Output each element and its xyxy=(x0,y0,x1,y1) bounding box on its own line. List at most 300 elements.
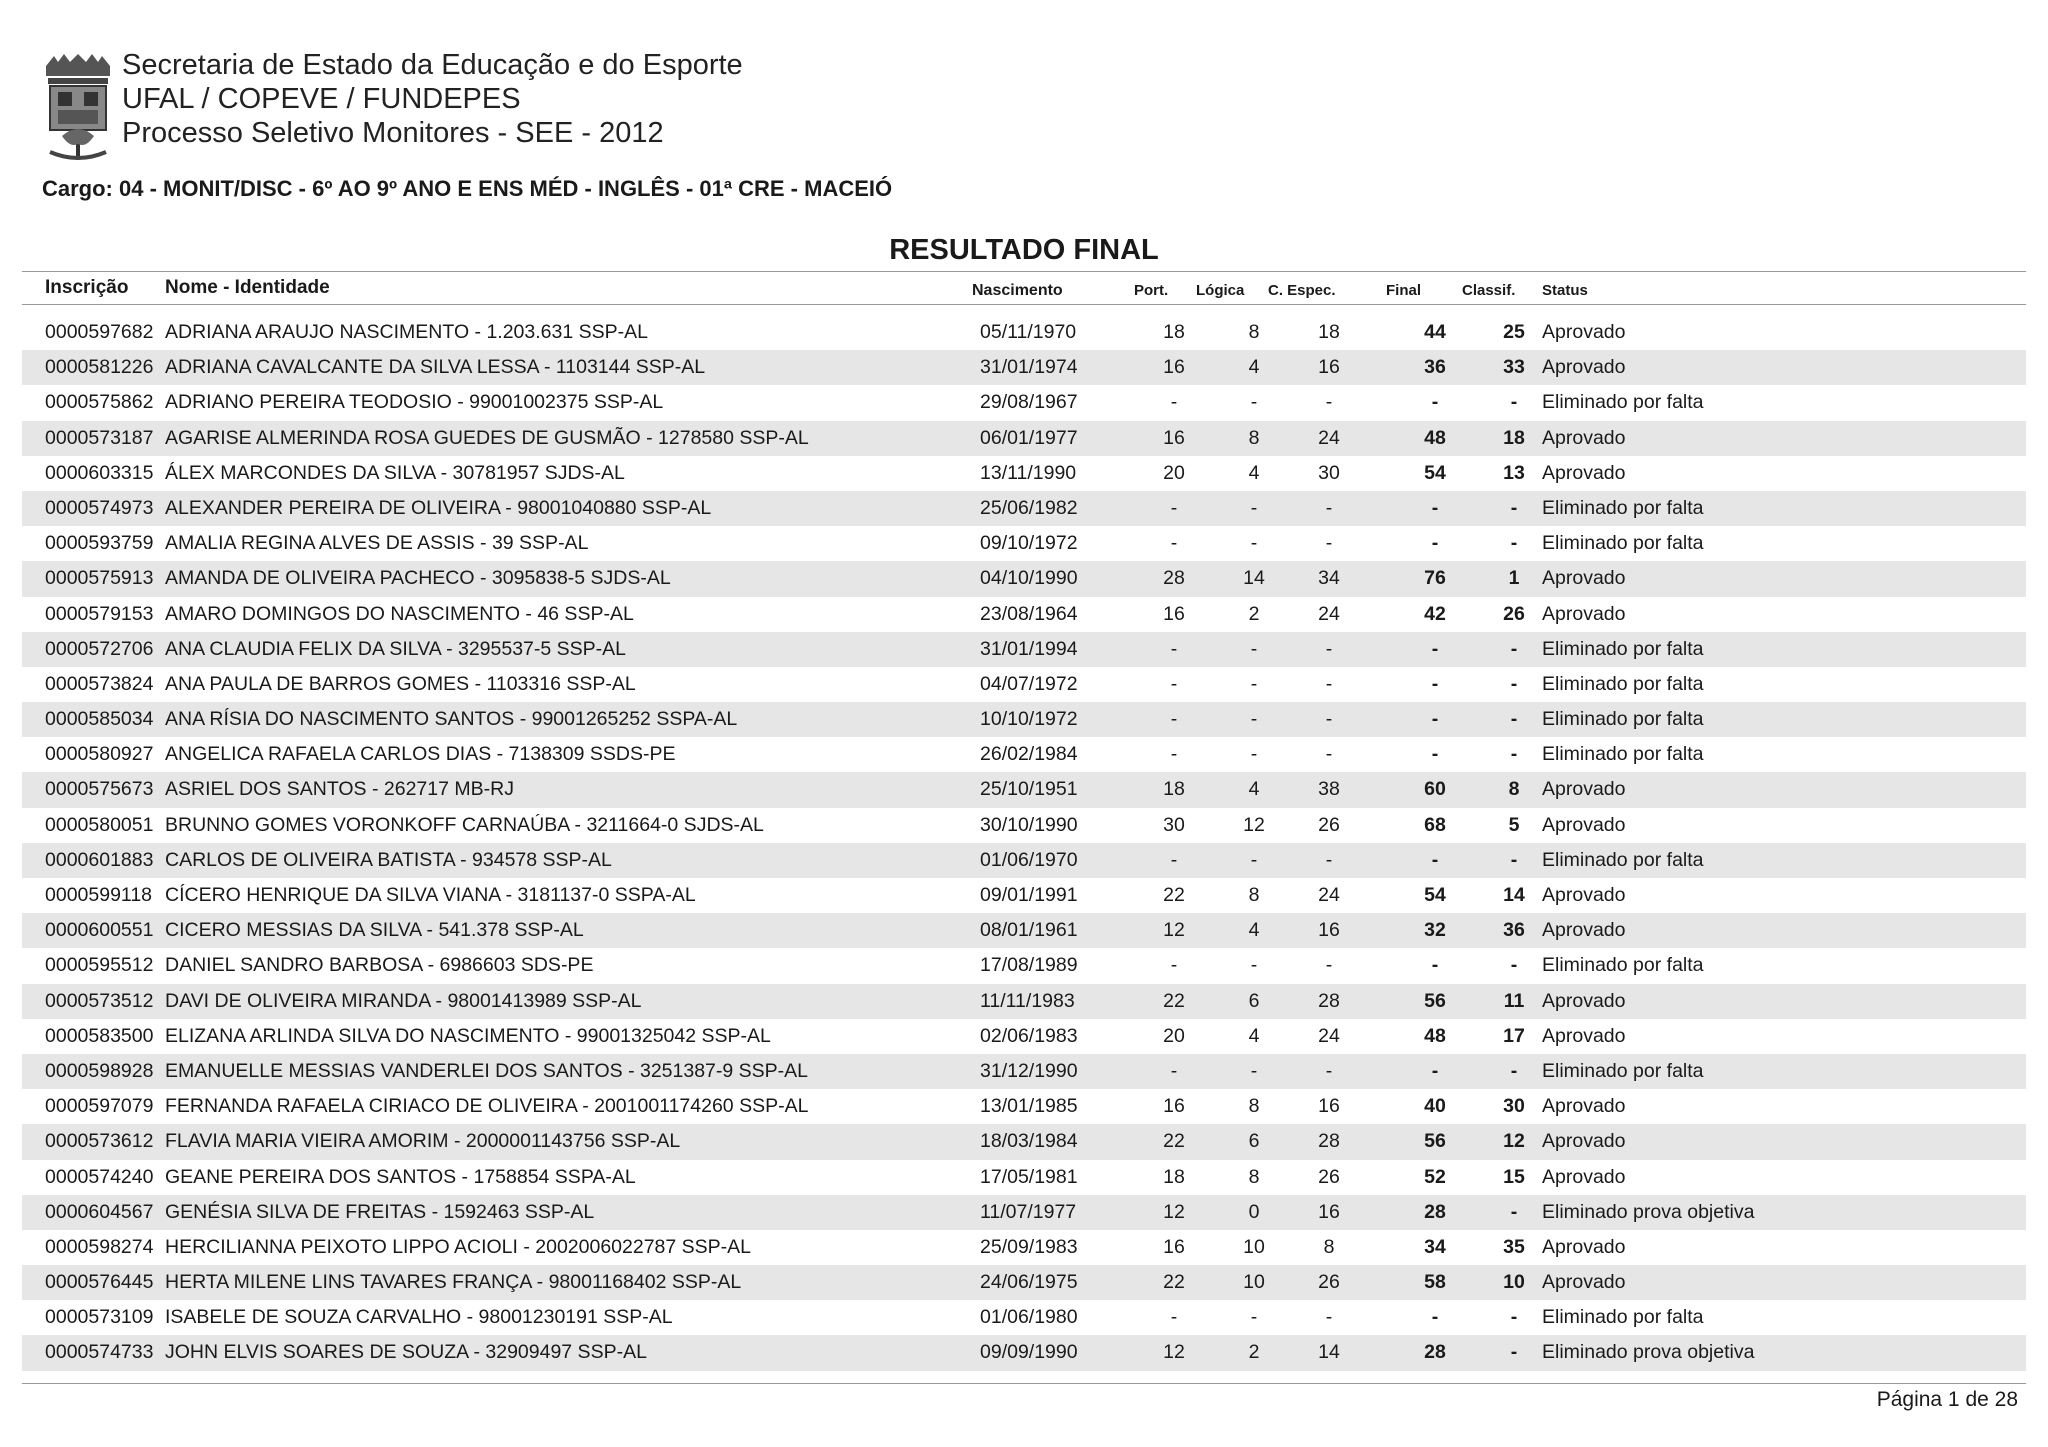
cell-espec: - xyxy=(1325,743,1333,766)
cell-inscricao: 0000593759 xyxy=(45,532,154,555)
cell-espec: 28 xyxy=(1318,989,1340,1012)
table-row xyxy=(22,597,2026,632)
cell-status: Eliminado por falta xyxy=(1542,532,1704,555)
cell-final: - xyxy=(1431,1306,1439,1329)
cell-nome: AMALIA REGINA ALVES DE ASSIS - 39 SSP-AL xyxy=(165,532,589,555)
cell-final: - xyxy=(1431,743,1439,766)
cell-classif: 18 xyxy=(1503,426,1525,449)
cell-final: 54 xyxy=(1424,461,1446,484)
table-row xyxy=(22,526,2026,561)
cell-espec: - xyxy=(1325,848,1333,871)
cell-status: Aprovado xyxy=(1542,1235,1626,1258)
cell-logica: 0 xyxy=(1248,1200,1260,1223)
cell-nascimento: 08/01/1961 xyxy=(980,919,1078,942)
cell-final: 44 xyxy=(1424,321,1446,343)
cell-nome: EMANUELLE MESSIAS VANDERLEI DOS SANTOS - 3251387-9 SSP-AL xyxy=(165,1059,809,1082)
cell-final: - xyxy=(1431,708,1439,731)
cell-status: Aprovado xyxy=(1542,321,1626,343)
cell-final: 36 xyxy=(1424,356,1446,379)
cell-logica: - xyxy=(1250,1059,1258,1082)
cell-final: 54 xyxy=(1424,884,1446,906)
cell-logica: 2 xyxy=(1248,1341,1260,1364)
cell-final: 40 xyxy=(1424,1095,1446,1118)
cell-inscricao: 0000583500 xyxy=(45,1024,154,1047)
cell-port: - xyxy=(1170,391,1178,414)
cell-final: 32 xyxy=(1424,919,1446,942)
table-row xyxy=(22,632,2026,667)
cell-port: 16 xyxy=(1163,1235,1185,1258)
cell-classif: 17 xyxy=(1503,1024,1525,1047)
cell-port: - xyxy=(1170,672,1178,695)
cell-nome: CICERO MESSIAS DA SILVA - 541.378 SSP-AL xyxy=(165,919,584,942)
cell-nascimento: 25/09/1983 xyxy=(980,1235,1078,1258)
table-row xyxy=(22,772,2026,807)
cell-status: Aprovado xyxy=(1542,1024,1626,1047)
table-row xyxy=(22,667,2026,702)
cell-inscricao: 0000603315 xyxy=(45,461,154,484)
bottom-rule xyxy=(22,1383,2026,1384)
cell-classif: - xyxy=(1510,743,1518,766)
cell-inscricao: 0000581226 xyxy=(45,356,154,379)
page-title: RESULTADO FINAL xyxy=(889,234,1159,266)
cell-port: 12 xyxy=(1163,1341,1185,1364)
cell-port: 16 xyxy=(1163,1095,1185,1118)
cell-inscricao: 0000579153 xyxy=(45,602,154,625)
cell-classif: - xyxy=(1510,1200,1518,1223)
cell-classif: - xyxy=(1510,672,1518,695)
table-row xyxy=(22,1300,2026,1335)
cell-nascimento: 26/02/1984 xyxy=(980,743,1078,766)
cell-nome: ELIZANA ARLINDA SILVA DO NASCIMENTO - 99001325042 SSP-AL xyxy=(165,1024,771,1047)
cell-logica: - xyxy=(1250,391,1258,414)
cell-classif: 30 xyxy=(1503,1095,1525,1118)
col-classif: Classif. xyxy=(1462,282,1516,299)
cell-espec: 14 xyxy=(1318,1341,1340,1364)
cell-nome: AMANDA DE OLIVEIRA PACHECO - 3095838-5 SJDS-AL xyxy=(165,567,671,590)
cell-nome: HERTA MILENE LINS TAVARES FRANÇA - 98001168402 SSP-AL xyxy=(165,1271,742,1294)
cell-port: - xyxy=(1170,743,1178,766)
cell-nascimento: 23/08/1964 xyxy=(980,602,1078,625)
cell-inscricao: 0000599118 xyxy=(45,884,153,906)
cell-status: Eliminado por falta xyxy=(1542,743,1704,766)
cell-espec: 26 xyxy=(1318,1165,1340,1188)
cell-classif: - xyxy=(1510,954,1518,977)
cell-espec: - xyxy=(1325,954,1333,977)
cell-status: Eliminado por falta xyxy=(1542,637,1704,660)
cell-nome: ALEXANDER PEREIRA DE OLIVEIRA - 98001040880 SSP-AL xyxy=(165,496,712,519)
cell-status: Eliminado prova objetiva xyxy=(1542,1200,1755,1223)
cell-nome: ÁLEX MARCONDES DA SILVA - 30781957 SJDS-AL xyxy=(165,461,625,484)
cell-classif: 1 xyxy=(1508,567,1520,590)
table-row xyxy=(22,737,2026,772)
cell-nome: GENÉSIA SILVA DE FREITAS - 1592463 SSP-AL xyxy=(165,1200,595,1223)
cell-nascimento: 13/11/1990 xyxy=(980,461,1077,484)
cell-final: 76 xyxy=(1424,567,1446,590)
cell-port: - xyxy=(1170,496,1178,519)
cell-espec: 24 xyxy=(1318,884,1340,906)
cell-final: - xyxy=(1431,1059,1439,1082)
cell-logica: 8 xyxy=(1248,321,1260,343)
cell-inscricao: 0000595512 xyxy=(45,954,154,977)
cell-inscricao: 0000574733 xyxy=(45,1341,154,1364)
cell-nascimento: 25/06/1982 xyxy=(980,496,1078,519)
cell-nascimento: 09/10/1972 xyxy=(980,532,1078,555)
cell-final: - xyxy=(1431,532,1439,555)
cell-classif: 36 xyxy=(1503,919,1525,942)
cell-nascimento: 05/11/1970 xyxy=(980,321,1077,343)
cell-logica: - xyxy=(1250,496,1258,519)
cell-status: Aprovado xyxy=(1542,778,1626,801)
cell-logica: 4 xyxy=(1248,461,1260,484)
cell-logica: - xyxy=(1250,708,1258,731)
cell-final: 56 xyxy=(1424,1130,1446,1153)
cell-classif: 33 xyxy=(1503,356,1525,379)
cell-inscricao: 0000575673 xyxy=(45,778,154,801)
cell-inscricao: 0000597079 xyxy=(45,1095,154,1118)
cell-espec: 38 xyxy=(1318,778,1340,801)
cell-nascimento: 24/06/1975 xyxy=(980,1271,1078,1294)
cell-espec: - xyxy=(1325,532,1333,555)
cell-nascimento: 01/06/1980 xyxy=(980,1306,1078,1329)
table-row xyxy=(22,561,2026,596)
table-row xyxy=(22,1195,2026,1230)
table-row xyxy=(22,1160,2026,1195)
table-row xyxy=(22,808,2026,843)
cell-status: Aprovado xyxy=(1542,426,1626,449)
cell-nome: HERCILIANNA PEIXOTO LIPPO ACIOLI - 2002006022787 SSP-AL xyxy=(165,1235,752,1258)
cell-classif: 35 xyxy=(1503,1235,1525,1258)
cell-port: - xyxy=(1170,1059,1178,1082)
cell-port: 20 xyxy=(1163,1024,1185,1047)
cell-espec: 28 xyxy=(1318,1130,1340,1153)
col-espec: C. Espec. xyxy=(1268,282,1336,299)
cell-port: 28 xyxy=(1163,567,1185,590)
cell-inscricao: 0000573512 xyxy=(45,989,154,1012)
cell-logica: 8 xyxy=(1248,884,1260,906)
cell-port: 20 xyxy=(1163,461,1185,484)
cell-classif: - xyxy=(1510,532,1518,555)
cell-classif: - xyxy=(1510,708,1518,731)
cell-inscricao: 0000574973 xyxy=(45,496,154,519)
cell-port: 18 xyxy=(1163,1165,1185,1188)
cell-classif: 11 xyxy=(1503,989,1525,1012)
cell-final: 48 xyxy=(1424,426,1446,449)
cell-status: Eliminado por falta xyxy=(1542,672,1704,695)
cell-espec: 26 xyxy=(1318,813,1340,836)
cell-classif: - xyxy=(1510,391,1518,414)
cell-nascimento: 10/10/1972 xyxy=(980,708,1078,731)
cell-final: - xyxy=(1431,848,1439,871)
cell-final: - xyxy=(1431,672,1439,695)
cell-final: 34 xyxy=(1424,1235,1446,1258)
cell-port: - xyxy=(1170,637,1178,660)
cell-final: - xyxy=(1431,954,1439,977)
table-row xyxy=(22,702,2026,737)
cell-logica: - xyxy=(1250,954,1258,977)
cell-inscricao: 0000573109 xyxy=(45,1306,154,1329)
cell-final: 56 xyxy=(1424,989,1446,1012)
results-table xyxy=(22,315,2026,1371)
cell-status: Aprovado xyxy=(1542,356,1626,379)
cell-logica: - xyxy=(1250,672,1258,695)
cell-nome: ANGELICA RAFAELA CARLOS DIAS - 7138309 SSDS-PE xyxy=(165,743,676,766)
cell-espec: 8 xyxy=(1323,1235,1335,1258)
cell-status: Aprovado xyxy=(1542,461,1626,484)
cell-logica: 4 xyxy=(1248,778,1260,801)
cell-espec: - xyxy=(1325,391,1333,414)
cell-port: 22 xyxy=(1163,884,1185,906)
cell-status: Aprovado xyxy=(1542,884,1626,906)
cell-port: - xyxy=(1170,1306,1178,1329)
cell-status: Aprovado xyxy=(1542,919,1626,942)
cell-status: Eliminado por falta xyxy=(1542,708,1704,731)
cell-final: 52 xyxy=(1424,1165,1446,1188)
cell-inscricao: 0000575862 xyxy=(45,391,154,414)
cell-nascimento: 11/11/1983 xyxy=(980,989,1075,1012)
table-row xyxy=(22,315,2026,350)
table-row xyxy=(22,1054,2026,1089)
cell-classif: - xyxy=(1510,1341,1518,1364)
cell-status: Aprovado xyxy=(1542,813,1626,836)
cell-logica: 8 xyxy=(1248,1165,1260,1188)
cell-inscricao: 0000600551 xyxy=(45,919,154,942)
page-number: Página 1 de 28 xyxy=(1876,1388,2018,1411)
cell-status: Eliminado por falta xyxy=(1542,954,1704,977)
cell-nome: DANIEL SANDRO BARBOSA - 6986603 SDS-PE xyxy=(165,954,594,977)
cell-nascimento: 25/10/1951 xyxy=(980,778,1078,801)
table-row xyxy=(22,948,2026,983)
cell-classif: 15 xyxy=(1503,1165,1525,1188)
cell-nome: CÍCERO HENRIQUE DA SILVA VIANA - 3181137-0 SSPA-AL xyxy=(165,884,696,906)
cell-port: 18 xyxy=(1163,778,1185,801)
cell-final: 58 xyxy=(1424,1271,1446,1294)
cell-nascimento: 31/01/1994 xyxy=(980,637,1078,660)
cell-classif: 26 xyxy=(1503,602,1525,625)
col-logica: Lógica xyxy=(1196,282,1245,299)
cell-espec: 16 xyxy=(1318,1200,1340,1223)
cell-inscricao: 0000572706 xyxy=(45,637,154,660)
cell-espec: 24 xyxy=(1318,426,1340,449)
cell-status: Aprovado xyxy=(1542,1271,1626,1294)
cell-final: 60 xyxy=(1424,778,1446,801)
institution-line-1: Secretaria de Estado da Educação e do Esporte xyxy=(122,49,743,81)
cell-nascimento: 18/03/1984 xyxy=(980,1130,1078,1153)
cell-final: - xyxy=(1431,391,1439,414)
cell-logica: 12 xyxy=(1243,813,1265,836)
cell-port: - xyxy=(1170,848,1178,871)
col-port: Port. xyxy=(1134,282,1169,299)
cell-espec: - xyxy=(1325,496,1333,519)
cell-inscricao: 0000598274 xyxy=(45,1235,154,1258)
col-final: Final xyxy=(1386,282,1422,299)
institution-line-2: UFAL / COPEVE / FUNDEPES xyxy=(122,83,521,115)
cell-classif: 8 xyxy=(1508,778,1520,801)
cell-nascimento: 31/01/1974 xyxy=(980,356,1078,379)
cell-classif: 14 xyxy=(1503,884,1525,906)
cell-status: Eliminado por falta xyxy=(1542,1059,1704,1082)
table-row xyxy=(22,878,2026,913)
cell-espec: 24 xyxy=(1318,1024,1340,1047)
cell-nome: ADRIANA ARAUJO NASCIMENTO - 1.203.631 SSP-AL xyxy=(165,321,648,343)
col-status: Status xyxy=(1542,282,1588,299)
cell-nascimento: 04/10/1990 xyxy=(980,567,1078,590)
cell-port: 22 xyxy=(1163,1130,1185,1153)
cell-port: 30 xyxy=(1163,813,1185,836)
cell-inscricao: 0000604567 xyxy=(45,1200,154,1223)
cell-espec: 24 xyxy=(1318,602,1340,625)
cell-classif: - xyxy=(1510,1306,1518,1329)
table-row xyxy=(22,350,2026,385)
cell-logica: - xyxy=(1250,743,1258,766)
cell-nascimento: 13/01/1985 xyxy=(980,1095,1078,1118)
cell-nascimento: 11/07/1977 xyxy=(980,1200,1077,1223)
cell-logica: - xyxy=(1250,532,1258,555)
cell-port: - xyxy=(1170,532,1178,555)
cell-inscricao: 0000580927 xyxy=(45,743,154,766)
cell-nome: FERNANDA RAFAELA CIRIACO DE OLIVEIRA - 2001001174260 SSP-AL xyxy=(165,1095,809,1118)
cell-logica: 6 xyxy=(1248,1130,1260,1153)
cell-nome: DAVI DE OLIVEIRA MIRANDA - 98001413989 SSP-AL xyxy=(165,989,642,1012)
table-row xyxy=(22,1230,2026,1265)
cell-classif: 10 xyxy=(1503,1271,1525,1294)
cell-classif: - xyxy=(1510,637,1518,660)
cell-logica: 8 xyxy=(1248,426,1260,449)
cell-logica: 10 xyxy=(1243,1271,1265,1294)
cell-inscricao: 0000573187 xyxy=(45,426,154,449)
table-row xyxy=(22,843,2026,878)
cell-final: 28 xyxy=(1424,1341,1446,1364)
table-row xyxy=(22,421,2026,456)
cell-final: - xyxy=(1431,637,1439,660)
cell-status: Eliminado prova objetiva xyxy=(1542,1341,1755,1364)
cell-nascimento: 09/01/1991 xyxy=(980,884,1078,906)
cell-inscricao: 0000576445 xyxy=(45,1271,154,1294)
cell-status: Aprovado xyxy=(1542,1130,1626,1153)
cell-status: Aprovado xyxy=(1542,1095,1626,1118)
cell-espec: 30 xyxy=(1318,461,1340,484)
cell-classif: 5 xyxy=(1508,813,1520,836)
cell-inscricao: 0000601883 xyxy=(45,848,154,871)
cell-status: Eliminado por falta xyxy=(1542,1306,1704,1329)
col-nascimento: Nascimento xyxy=(972,282,1063,299)
cell-classif: - xyxy=(1510,848,1518,871)
cell-nome: ANA RÍSIA DO NASCIMENTO SANTOS - 99001265252 SSPA-AL xyxy=(165,708,738,731)
cell-nome: CARLOS DE OLIVEIRA BATISTA - 934578 SSP-AL xyxy=(165,848,612,871)
cell-inscricao: 0000575913 xyxy=(45,567,154,590)
cell-espec: 16 xyxy=(1318,356,1340,379)
cell-status: Aprovado xyxy=(1542,1165,1626,1188)
cell-final: - xyxy=(1431,496,1439,519)
table-row xyxy=(22,1019,2026,1054)
cell-logica: - xyxy=(1250,637,1258,660)
cargo-title: Cargo: 04 - MONIT/DISC - 6º AO 9º ANO E ENS MÉD - INGLÊS - 01ª CRE - MACEIÓ xyxy=(42,176,893,201)
cell-espec: - xyxy=(1325,1306,1333,1329)
cell-espec: 16 xyxy=(1318,919,1340,942)
cell-final: 68 xyxy=(1424,813,1446,836)
cell-nome: ADRIANO PEREIRA TEODOSIO - 99001002375 SSP-AL xyxy=(165,391,664,414)
cell-nascimento: 06/01/1977 xyxy=(980,426,1078,449)
cell-nome: BRUNNO GOMES VORONKOFF CARNAÚBA - 3211664-0 SJDS-AL xyxy=(165,813,764,836)
cell-espec: - xyxy=(1325,708,1333,731)
cell-nome: FLAVIA MARIA VIEIRA AMORIM - 2000001143756 SSP-AL xyxy=(165,1130,681,1153)
cell-port: 12 xyxy=(1163,1200,1185,1223)
cell-nome: ANA CLAUDIA FELIX DA SILVA - 3295537-5 SSP-AL xyxy=(165,637,627,660)
table-row xyxy=(22,1335,2026,1370)
cell-espec: 26 xyxy=(1318,1271,1340,1294)
cell-nascimento: 29/08/1967 xyxy=(980,391,1078,414)
cell-nascimento: 09/09/1990 xyxy=(980,1341,1078,1364)
document-header xyxy=(42,48,942,168)
cell-espec: 34 xyxy=(1318,567,1340,590)
table-header xyxy=(22,271,2026,305)
cell-inscricao: 0000598928 xyxy=(45,1059,154,1082)
cell-status: Aprovado xyxy=(1542,989,1626,1012)
cell-espec: - xyxy=(1325,1059,1333,1082)
cell-final: 42 xyxy=(1424,602,1446,625)
cell-nascimento: 02/06/1983 xyxy=(980,1024,1078,1047)
cell-classif: - xyxy=(1510,1059,1518,1082)
cell-logica: 10 xyxy=(1243,1235,1265,1258)
cell-final: 48 xyxy=(1424,1024,1446,1047)
table-row xyxy=(22,1265,2026,1300)
cell-port: 22 xyxy=(1163,989,1185,1012)
cell-port: - xyxy=(1170,708,1178,731)
cell-port: 16 xyxy=(1163,356,1185,379)
table-row xyxy=(22,491,2026,526)
cell-nome: AGARISE ALMERINDA ROSA GUEDES DE GUSMÃO - 1278580 SSP-AL xyxy=(165,426,809,449)
cell-nascimento: 17/05/1981 xyxy=(980,1165,1078,1188)
cell-nome: GEANE PEREIRA DOS SANTOS - 1758854 SSPA-AL xyxy=(165,1165,636,1188)
cell-nome: ASRIEL DOS SANTOS - 262717 MB-RJ xyxy=(165,778,514,801)
cell-nome: ANA PAULA DE BARROS GOMES - 1103316 SSP-AL xyxy=(165,672,636,695)
university-crest-icon xyxy=(42,52,114,164)
cell-port: 16 xyxy=(1163,426,1185,449)
cell-nascimento: 17/08/1989 xyxy=(980,954,1078,977)
cell-port: 22 xyxy=(1163,1271,1185,1294)
cell-status: Eliminado por falta xyxy=(1542,391,1704,414)
cell-logica: 8 xyxy=(1248,1095,1260,1118)
cell-classif: - xyxy=(1510,496,1518,519)
table-row xyxy=(22,1124,2026,1159)
cell-port: - xyxy=(1170,954,1178,977)
cell-logica: 2 xyxy=(1248,602,1260,625)
cell-nome: ADRIANA CAVALCANTE DA SILVA LESSA - 1103144 SSP-AL xyxy=(165,356,706,379)
cell-logica: - xyxy=(1250,848,1258,871)
cell-inscricao: 0000585034 xyxy=(45,708,154,731)
cell-inscricao: 0000573824 xyxy=(45,672,154,695)
institution-line-3: Processo Seletivo Monitores - SEE - 2012 xyxy=(122,117,664,149)
cell-nascimento: 31/12/1990 xyxy=(980,1059,1078,1082)
cell-nome: JOHN ELVIS SOARES DE SOUZA - 32909497 SSP-AL xyxy=(165,1341,647,1364)
col-inscricao: Inscrição xyxy=(45,277,129,298)
cell-nascimento: 04/07/1972 xyxy=(980,672,1078,695)
cell-final: 28 xyxy=(1424,1200,1446,1223)
cell-espec: 16 xyxy=(1318,1095,1340,1118)
cell-nome: AMARO DOMINGOS DO NASCIMENTO - 46 SSP-AL xyxy=(165,602,634,625)
cell-inscricao: 0000574240 xyxy=(45,1165,154,1188)
cell-logica: 14 xyxy=(1243,567,1265,590)
cell-logica: 4 xyxy=(1248,1024,1260,1047)
cell-nascimento: 01/06/1970 xyxy=(980,848,1078,871)
cell-nome: ISABELE DE SOUZA CARVALHO - 98001230191 SSP-AL xyxy=(165,1306,673,1329)
cell-port: 18 xyxy=(1163,321,1185,343)
cell-classif: 13 xyxy=(1503,461,1525,484)
cell-inscricao: 0000597682 xyxy=(45,321,154,343)
table-row xyxy=(22,385,2026,420)
cell-logica: 4 xyxy=(1248,356,1260,379)
cell-status: Aprovado xyxy=(1542,567,1626,590)
cell-status: Eliminado por falta xyxy=(1542,496,1704,519)
